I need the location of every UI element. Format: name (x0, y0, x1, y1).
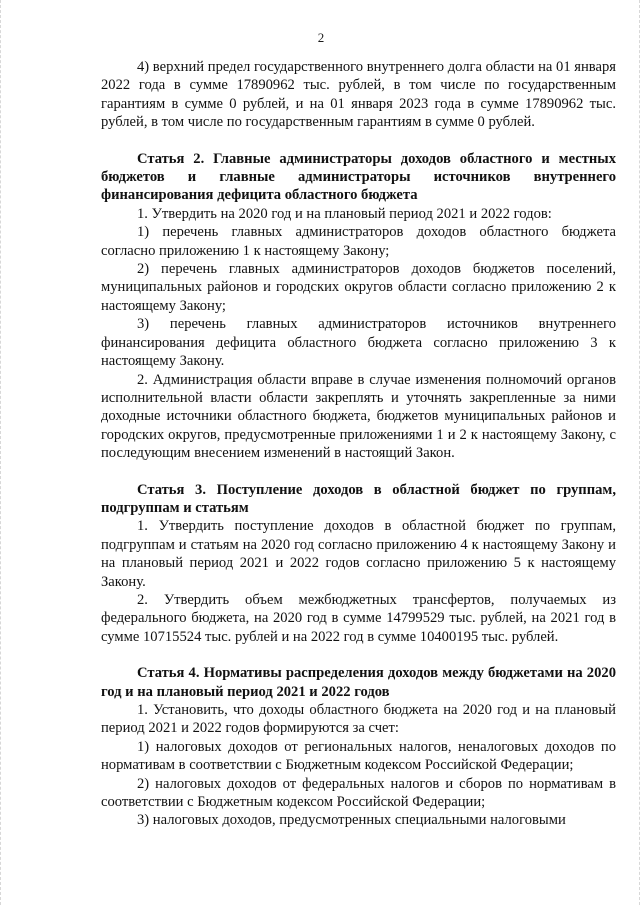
spacer (101, 646, 616, 664)
spacer (101, 132, 616, 150)
paragraph-item-4: 4) верхний предел государственного внутреннего долга области на 01 января 2022 года в сумме 17890962 тыс. рублей, в том числе по государственным гарантиям в сумме 0 рублей, и на 01 января 2023 года в сумме 17890962 тыс. рублей, в том числе по государственным гарантиям в сумме 0 рублей. (101, 59, 616, 131)
article-2-paragraph-1: 1. Утвердить на 2020 год и на плановый период 2021 и 2022 годов: (137, 205, 552, 222)
page-number: 2 (317, 30, 325, 45)
spacer (101, 463, 616, 481)
article-3-paragraph-1: 1. Утвердить поступление доходов в областной бюджет по группам, подгруппам и статьям на 2020 год согласно приложению 4 к настоящему Закону и на плановый период 2021 и 2022 годов согласно приложению 5 к настоящему Закону. (101, 518, 616, 590)
article-4-item-1: 1) налоговых доходов от региональных налогов, неналоговых доходов по нормативам в соответствии с Бюджетным кодексом Российской Федерации; (101, 738, 616, 774)
article-2-heading: Статья 2. Главные администраторы доходов областного и местных бюджетов и главные администраторы источников внутреннего финансирования дефицита областного бюджета (101, 150, 616, 204)
article-3-heading: Статья 3. Поступление доходов в областной бюджет по группам, подгруппам и статьям (101, 481, 616, 516)
article-4-item-3: 3) налоговых доходов, предусмотренных специальными налоговыми (137, 812, 566, 829)
document-body (101, 58, 616, 830)
article-2-item-2: 2) перечень главных администраторов доходов бюджетов поселений, муниципальных районов и городских округов области согласно приложению 2 к настоящему Закону; (101, 261, 616, 314)
article-2-item-3: 3) перечень главных администраторов источников внутреннего финансирования дефицита областного бюджета согласно приложению 3 к настоящему Закону. (101, 316, 616, 370)
article-2-item-1: 1) перечень главных администраторов доходов областного бюджета согласно приложению 1 к настоящему Закону; (101, 224, 616, 259)
article-4-paragraph-1: 1. Установить, что доходы областного бюджета на 2020 год и на плановый период 2021 и 2022 годов формируются за счет: (101, 702, 616, 737)
article-4-heading: Статья 4. Нормативы распределения доходов между бюджетами на 2020 год и на плановый период 2021 и 2022 годов (101, 665, 616, 700)
article-2-paragraph-2: 2. Администрация области вправе в случае изменения полномочий органов исполнительной власти области закреплять и уточнять закрепленные за ними доходные источники областного бюджета, бюджетов муниципальных районов и городских округов, предусмотренные приложениями 1 и 2 к настоящему Закону, с последующим внесением изменений в настоящий Закон. (101, 371, 616, 462)
article-4-item-2: 2) налоговых доходов от федеральных налогов и сборов по нормативам в соответствии с Бюджетным кодексом Российской Федерации; (101, 775, 616, 811)
article-3-paragraph-2: 2. Утвердить объем межбюджетных трансфертов, получаемых из федерального бюджета, на 2020 год в сумме 14799529 тыс. рублей, на 2021 год в сумме 10715524 тыс. рублей и на 2022 год в сумме 10400195 тыс. рублей. (101, 591, 616, 645)
